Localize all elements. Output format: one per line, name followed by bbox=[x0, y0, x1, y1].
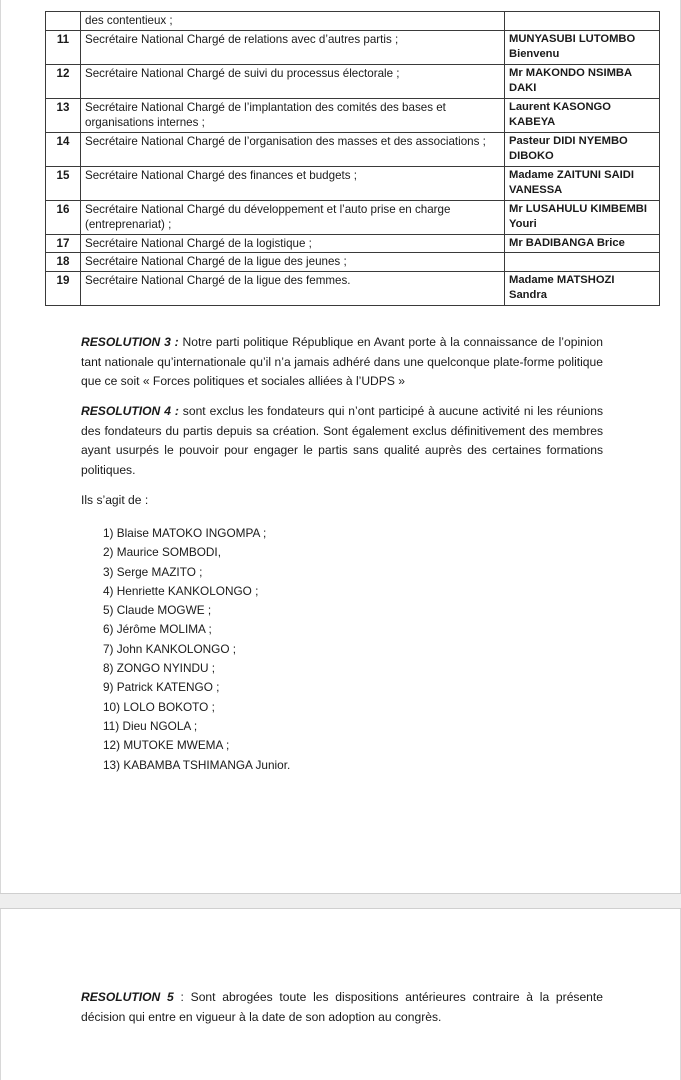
row-name bbox=[505, 253, 660, 272]
row-name: Mr BADIBANGA Brice bbox=[505, 234, 660, 253]
row-name: Mr LUSAHULU KIMBEMBI Youri bbox=[505, 200, 660, 234]
row-name bbox=[505, 12, 660, 31]
row-name: Madame ZAITUNI SAIDI VANESSA bbox=[505, 166, 660, 200]
row-number bbox=[46, 12, 81, 31]
row-number: 14 bbox=[46, 132, 81, 166]
page-separator bbox=[0, 893, 681, 909]
row-role: Secrétaire National Chargé de l’implantation des comités des bases et organisations internes ; bbox=[81, 98, 505, 132]
row-name: MUNYASUBI LUTOMBO Bienvenu bbox=[505, 30, 660, 64]
row-name: Mr MAKONDO NSIMBA DAKI bbox=[505, 64, 660, 98]
excluded-members-list bbox=[103, 524, 290, 775]
row-number: 18 bbox=[46, 253, 81, 272]
table-row bbox=[46, 166, 660, 200]
list-item: 10) LOLO BOKOTO ; bbox=[103, 699, 215, 714]
row-role: des contentieux ; bbox=[81, 12, 505, 31]
list-item: 1) Blaise MATOKO INGOMPA ; bbox=[103, 526, 267, 540]
resolution-5-label: RESOLUTION 5 bbox=[81, 990, 174, 1004]
list-item: 3) Serge MAZITO ; bbox=[103, 564, 203, 579]
list-item: 13) KABAMBA TSHIMANGA Junior. bbox=[103, 757, 291, 772]
row-number: 17 bbox=[46, 234, 81, 253]
list-item: 11) Dieu NGOLA ; bbox=[103, 718, 198, 733]
row-role: Secrétaire National Chargé de suivi du processus électorale ; bbox=[81, 64, 505, 98]
table-row bbox=[46, 64, 660, 98]
resolution-4-text: sont exclus les fondateurs qui n’ont participé à aucune activité ni les réunions des fondateurs du partis depuis sa création. Sont également exclus définitivement des membres ayant usurpés le pouvoir pour engager le partis sans qualité auprès des certaines formations politiques. bbox=[81, 404, 603, 477]
table-row bbox=[46, 98, 660, 132]
resolution-3-text: Notre parti politique République en Avant porte à la connaissance de l’opinion tant nationale qu’internationale qu’il n’a jamais adhéré dans une quelconque plate-forme politique que ce soit « Forces politiques et sociales alliées à l’UDPS » bbox=[81, 335, 603, 388]
row-role: Secrétaire National Chargé du développement et l’auto prise en charge (entreprenariat) ; bbox=[81, 200, 505, 234]
row-number: 19 bbox=[46, 271, 81, 305]
table-row bbox=[46, 271, 660, 305]
resolution-5-paragraph bbox=[81, 988, 603, 1027]
row-number: 13 bbox=[46, 98, 81, 132]
list-item: 12) MUTOKE MWEMA ; bbox=[103, 738, 230, 753]
row-name: Pasteur DIDI NYEMBO DIBOKO bbox=[505, 132, 660, 166]
row-role: Secrétaire National Chargé de la logistique ; bbox=[81, 234, 505, 253]
list-item: 6) Jérôme MOLIMA ; bbox=[103, 622, 212, 637]
row-role: Secrétaire National Chargé de relations avec d’autres partis ; bbox=[81, 30, 505, 64]
resolution-4-paragraph bbox=[81, 402, 603, 480]
list-item: 5) Claude MOGWE ; bbox=[103, 603, 212, 618]
excluded-intro: Ils s’agit de : bbox=[81, 493, 149, 507]
list-item: 4) Henriette KANKOLONGO ; bbox=[103, 583, 259, 598]
table-row bbox=[46, 234, 660, 253]
row-number: 15 bbox=[46, 166, 81, 200]
row-role: Secrétaire National Chargé des finances et budgets ; bbox=[81, 166, 505, 200]
table-row bbox=[46, 253, 660, 272]
list-item: 9) Patrick KATENGO ; bbox=[103, 680, 220, 695]
row-name: Laurent KASONGO KABEYA bbox=[505, 98, 660, 132]
table-row bbox=[46, 200, 660, 234]
row-name: Madame MATSHOZI Sandra bbox=[505, 271, 660, 305]
members-table bbox=[45, 11, 660, 306]
resolution-4-label: RESOLUTION 4 : bbox=[81, 404, 179, 418]
row-role: Secrétaire National Chargé de la ligue des jeunes ; bbox=[81, 253, 505, 272]
table-row bbox=[46, 30, 660, 64]
row-role: Secrétaire National Chargé de l’organisation des masses et des associations ; bbox=[81, 132, 505, 166]
resolution-5-text: : Sont abrogées toute les dispositions antérieures contraire à la présente décision qui entre en vigueur à la date de son adoption au congrès. bbox=[81, 990, 603, 1024]
members-table-body bbox=[46, 12, 660, 306]
table-row bbox=[46, 12, 660, 31]
resolution-3-paragraph bbox=[81, 333, 603, 392]
row-number: 11 bbox=[46, 30, 81, 64]
row-number: 16 bbox=[46, 200, 81, 234]
list-item: 7) John KANKOLONGO ; bbox=[103, 641, 237, 656]
document-page-2 bbox=[0, 909, 681, 1080]
row-number: 12 bbox=[46, 64, 81, 98]
row-role: Secrétaire National Chargé de la ligue des femmes. bbox=[81, 271, 505, 305]
list-item: 8) ZONGO NYINDU ; bbox=[103, 661, 216, 676]
table-row bbox=[46, 132, 660, 166]
resolution-3-label: RESOLUTION 3 : bbox=[81, 335, 179, 349]
list-item: 2) Maurice SOMBODI, bbox=[103, 545, 221, 560]
